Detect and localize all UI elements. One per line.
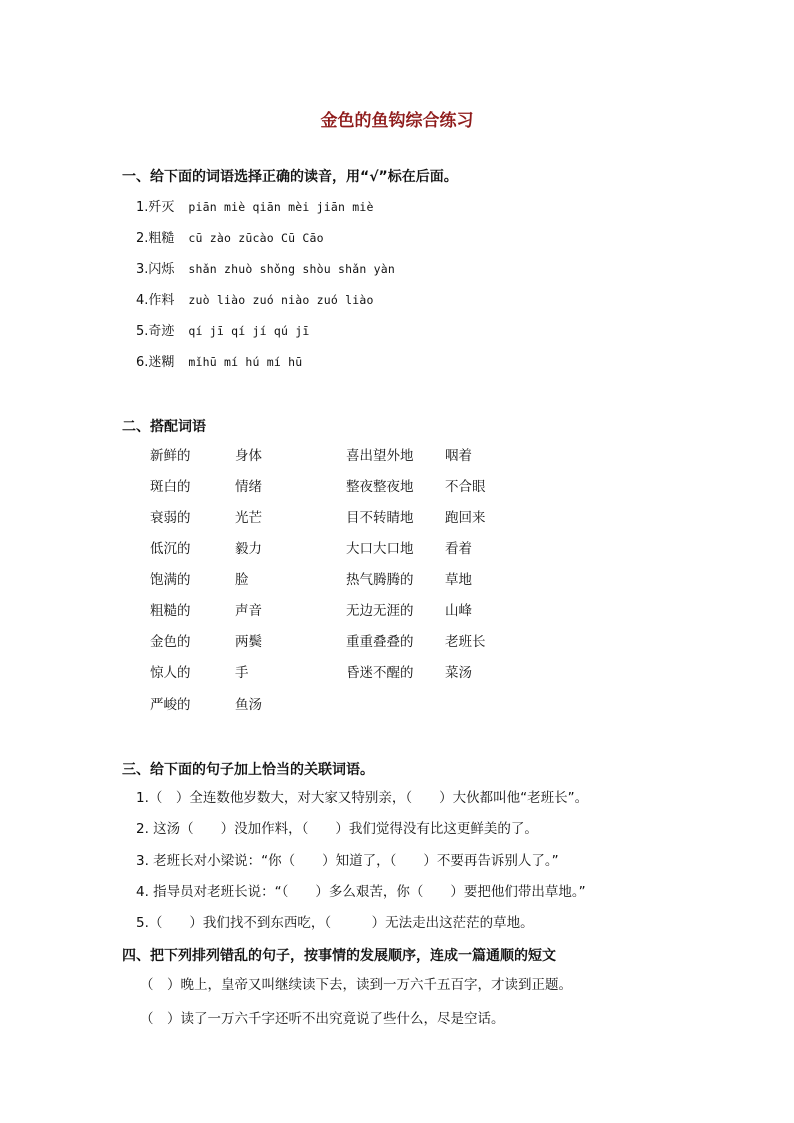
item-pinyin-options: piān miè qiān mèi jiān miè (188, 200, 374, 214)
match-word: 看着 (445, 541, 472, 557)
item-pinyin-options: cū zào zūcào Cū Cāo (188, 231, 324, 245)
match-word: 毅力 (235, 541, 262, 557)
item-number: 6. (136, 355, 149, 370)
match-word: 整夜整夜地 (346, 479, 414, 495)
section-2-heading: 二、搭配词语 (122, 419, 206, 435)
match-word: 喜出望外地 (346, 448, 414, 464)
pronunciation-item (136, 291, 374, 310)
match-word: 大口大口地 (346, 541, 414, 557)
match-word: 咽着 (445, 448, 472, 464)
item-number: 1. (136, 200, 149, 215)
item-number: 2. (136, 231, 149, 246)
fill-in-sentence: 1.（ ）全连数他岁数大，对大家又特别亲，（ ）大伙都叫他“老班长”。 (136, 790, 589, 806)
item-pinyin-options: zuò liào zuó niào zuó liào (188, 293, 374, 307)
pronunciation-item (136, 229, 324, 248)
match-word: 衰弱的 (150, 510, 191, 526)
match-word: 金色的 (150, 634, 191, 650)
match-word: 无边无涯的 (346, 603, 414, 619)
page-title: 金色的鱼钩综合练习 (320, 111, 474, 131)
item-word: 作料 (148, 293, 175, 308)
pronunciation-item (136, 198, 374, 217)
reorder-sentence: （ ）读了一万六千字还听不出究竟说了些什么，尽是空话。 (140, 1011, 505, 1027)
match-word: 情绪 (235, 479, 262, 495)
fill-in-sentence: 2. 这汤（ ）没加作料，（ ）我们觉得没有比这更鲜美的了。 (136, 821, 538, 837)
match-word: 声音 (235, 603, 262, 619)
match-word: 老班长 (445, 634, 486, 650)
match-word: 斑白的 (150, 479, 191, 495)
match-word: 热气腾腾的 (346, 572, 414, 588)
match-word: 低沉的 (150, 541, 191, 557)
pronunciation-item (136, 260, 395, 279)
fill-in-sentence: 4. 指导员对老班长说：“（ ）多么艰苦，你（ ）要把他们带出草地。” (136, 884, 586, 900)
fill-in-sentence: 3. 老班长对小梁说：“你（ ）知道了，（ ）不要再告诉别人了。” (136, 853, 559, 869)
match-word: 身体 (235, 448, 262, 464)
item-number: 4. (136, 293, 149, 308)
item-pinyin-options: qí jī qí jí qú jī (188, 324, 310, 338)
item-number: 3. (136, 262, 149, 277)
pronunciation-item (136, 322, 310, 341)
item-word: 迷糊 (148, 355, 175, 370)
match-word: 两鬓 (235, 634, 262, 650)
pronunciation-item (136, 353, 302, 372)
match-word: 重重叠叠的 (346, 634, 414, 650)
match-word: 不合眼 (445, 479, 486, 495)
match-word: 手 (235, 665, 249, 681)
match-word: 饱满的 (150, 572, 191, 588)
section-3-heading: 三、给下面的句子加上恰当的关联词语。 (122, 762, 374, 778)
match-word: 昏迷不醒的 (346, 665, 414, 681)
match-word: 目不转睛地 (346, 510, 414, 526)
match-word: 脸 (235, 572, 249, 588)
item-pinyin-options: mǐhū mí hú mí hū (188, 355, 303, 369)
fill-in-sentence: 5.（ ）我们找不到东西吃，（ ）无法走出这茫茫的草地。 (136, 915, 534, 931)
item-word: 粗糙 (148, 231, 175, 246)
reorder-sentence: （ ）晚上，皇帝又叫继续读下去，读到一万六千五百字，才读到正题。 (140, 977, 572, 993)
match-word: 跑回来 (445, 510, 486, 526)
match-word: 山峰 (445, 603, 472, 619)
match-word: 惊人的 (150, 665, 191, 681)
match-word: 草地 (445, 572, 472, 588)
match-word: 严峻的 (150, 697, 191, 713)
item-word: 奇迹 (148, 324, 175, 339)
match-word: 鱼汤 (235, 697, 262, 713)
item-word: 歼灭 (148, 200, 175, 215)
match-word: 光芒 (235, 510, 262, 526)
match-word: 新鲜的 (150, 448, 191, 464)
match-word: 菜汤 (445, 665, 472, 681)
item-pinyin-options: shǎn zhuò shǒng shòu shǎn yàn (188, 262, 396, 276)
match-word: 粗糙的 (150, 603, 191, 619)
section-4-heading: 四、把下列排列错乱的句子，按事情的发展顺序，连成一篇通顺的短文 (122, 948, 556, 964)
item-word: 闪烁 (148, 262, 175, 277)
section-1-heading: 一、给下面的词语选择正确的读音，用“√”标在后面。 (122, 169, 458, 185)
item-number: 5. (136, 324, 149, 339)
